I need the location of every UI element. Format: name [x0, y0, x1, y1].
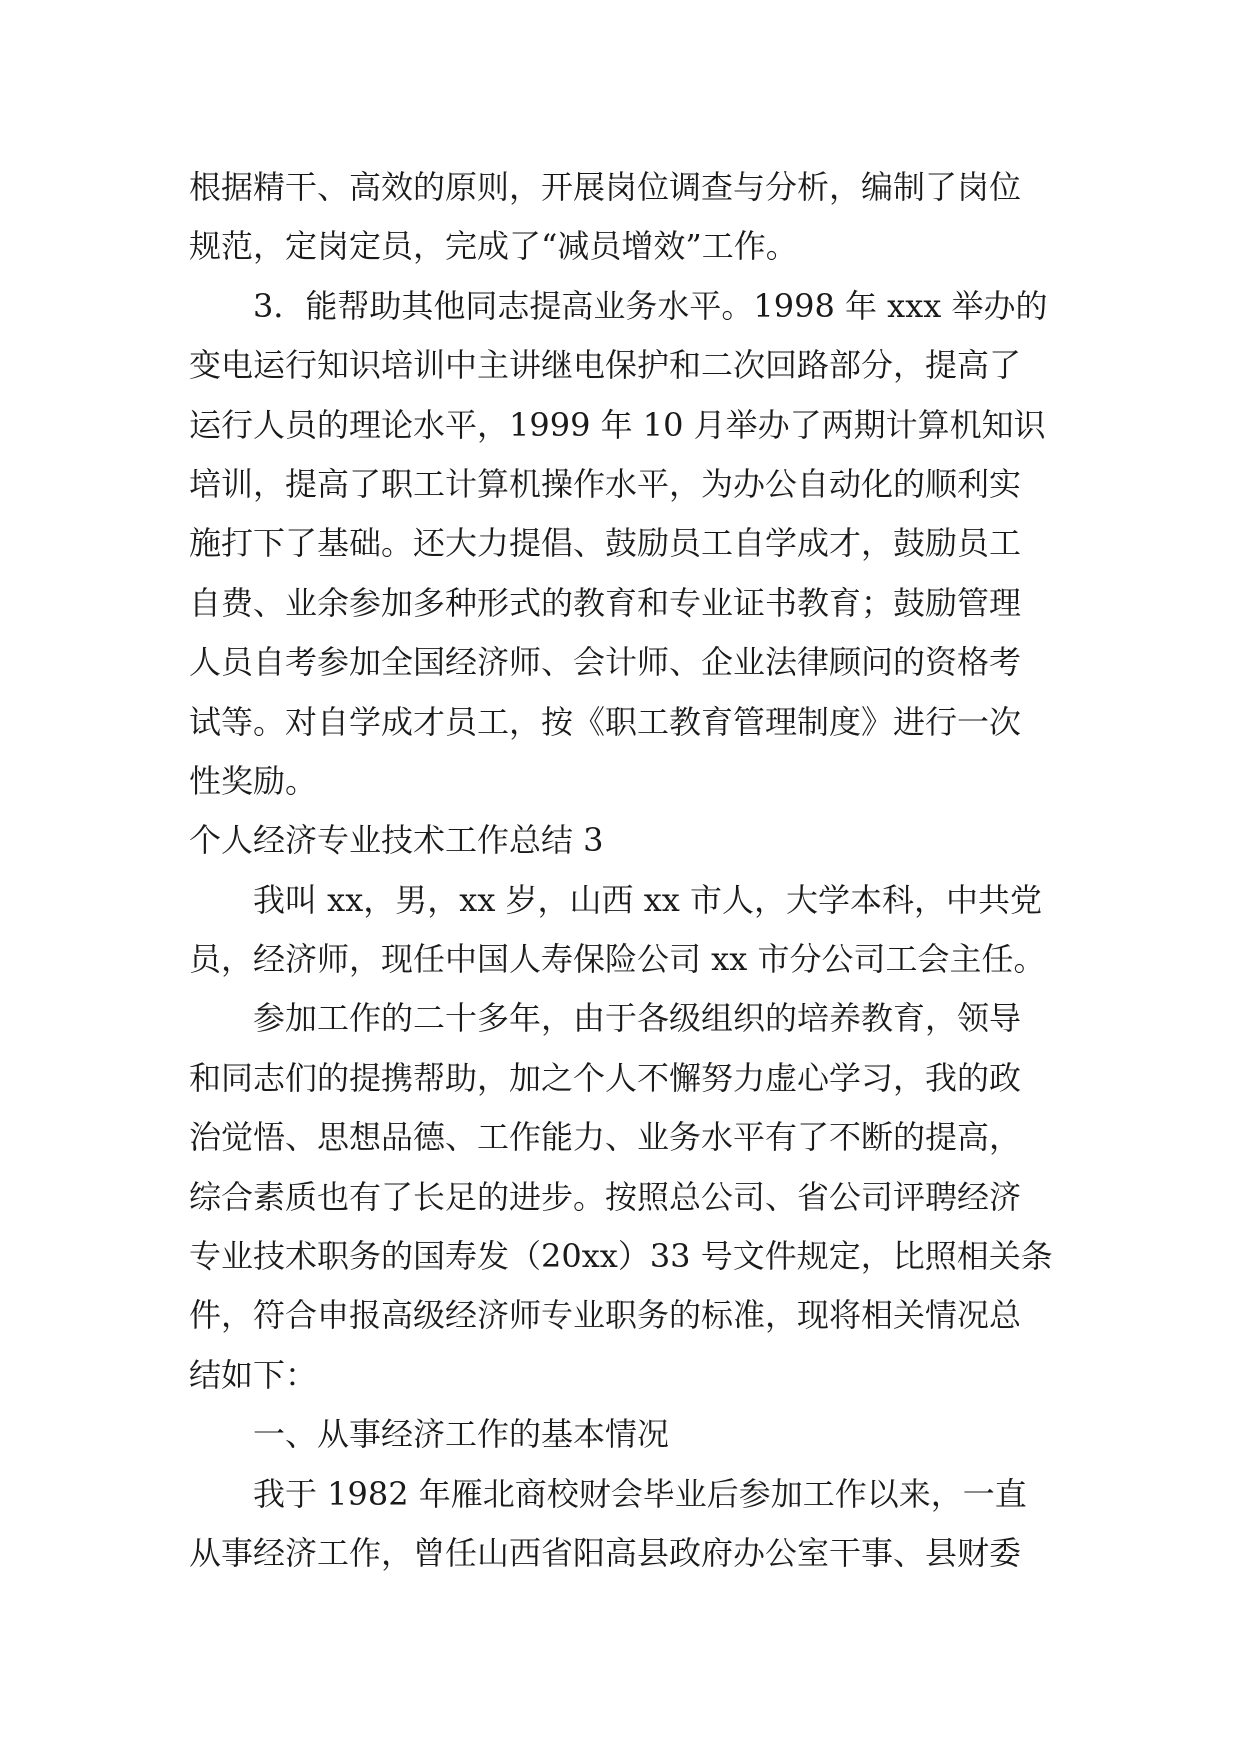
- text-line: 根据精干、高效的原则，开展岗位调查与分析，编制了岗位: [189, 168, 1022, 206]
- text-line: 综合素质也有了长足的进步。按照总公司、省公司评聘经济: [189, 1177, 1022, 1216]
- text-line: 专业技术职务的国寿发（20xx）33 号文件规定，比照相关条: [189, 1237, 1053, 1276]
- text-line: 人员自考参加全国经济师、会计师、企业法律顾问的资格考: [189, 643, 1022, 682]
- text-line: 参加工作的二十多年，由于各级组织的培养教育，领导: [253, 999, 1022, 1038]
- text-line: 结如下：: [189, 1355, 318, 1394]
- text-line: 自费、业余参加多种形式的教育和专业证书教育；鼓励管理: [189, 583, 1022, 622]
- text-line: 施打下了基础。还大力提倡、鼓励员工自学成才，鼓励员工: [189, 524, 1022, 563]
- section-title: 个人经济专业技术工作总结 3: [189, 821, 604, 860]
- text-line: 变电运行知识培训中主讲继电保护和二次回路部分，提高了: [189, 346, 1022, 385]
- text-line: 员，经济师，现任中国人寿保险公司 xx 市分公司工会主任。: [189, 940, 1046, 979]
- text-line: 治觉悟、思想品德、工作能力、业务水平有了不断的提高，: [189, 1118, 1022, 1157]
- text-line: 培训，提高了职工计算机操作水平，为办公自动化的顺利实: [189, 464, 1022, 503]
- text-line: 从事经济工作，曾任山西省阳高县政府办公室干事、县财委: [189, 1533, 1022, 1572]
- document-body: [189, 158, 1059, 1583]
- text-line: 运行人员的理论水平，1999 年 10 月举办了两期计算机知识: [189, 405, 1046, 444]
- text-line: 性奖励。: [189, 761, 318, 800]
- text-line: 我于 1982 年雁北商校财会毕业后参加工作以来，一直: [253, 1474, 1027, 1513]
- subheading-line: 一、从事经济工作的基本情况: [253, 1415, 670, 1454]
- text-line: 件，符合申报高级经济师专业职务的标准，现将相关情况总: [189, 1296, 1022, 1335]
- text-line: 规范，定岗定员，完成了“减员增效”工作。: [189, 227, 798, 266]
- text-line: 3．能帮助其他同志提高业务水平。1998 年 xxx 举办的: [253, 286, 1048, 325]
- text-line: 试等。对自学成才员工，按《职工教育管理制度》进行一次: [189, 702, 1022, 741]
- text-line: 我叫 xx，男，xx 岁，山西 xx 市人，大学本科，中共党: [253, 880, 1042, 919]
- text-line: 和同志们的提携帮助，加之个人不懈努力虚心学习，我的政: [189, 1058, 1022, 1097]
